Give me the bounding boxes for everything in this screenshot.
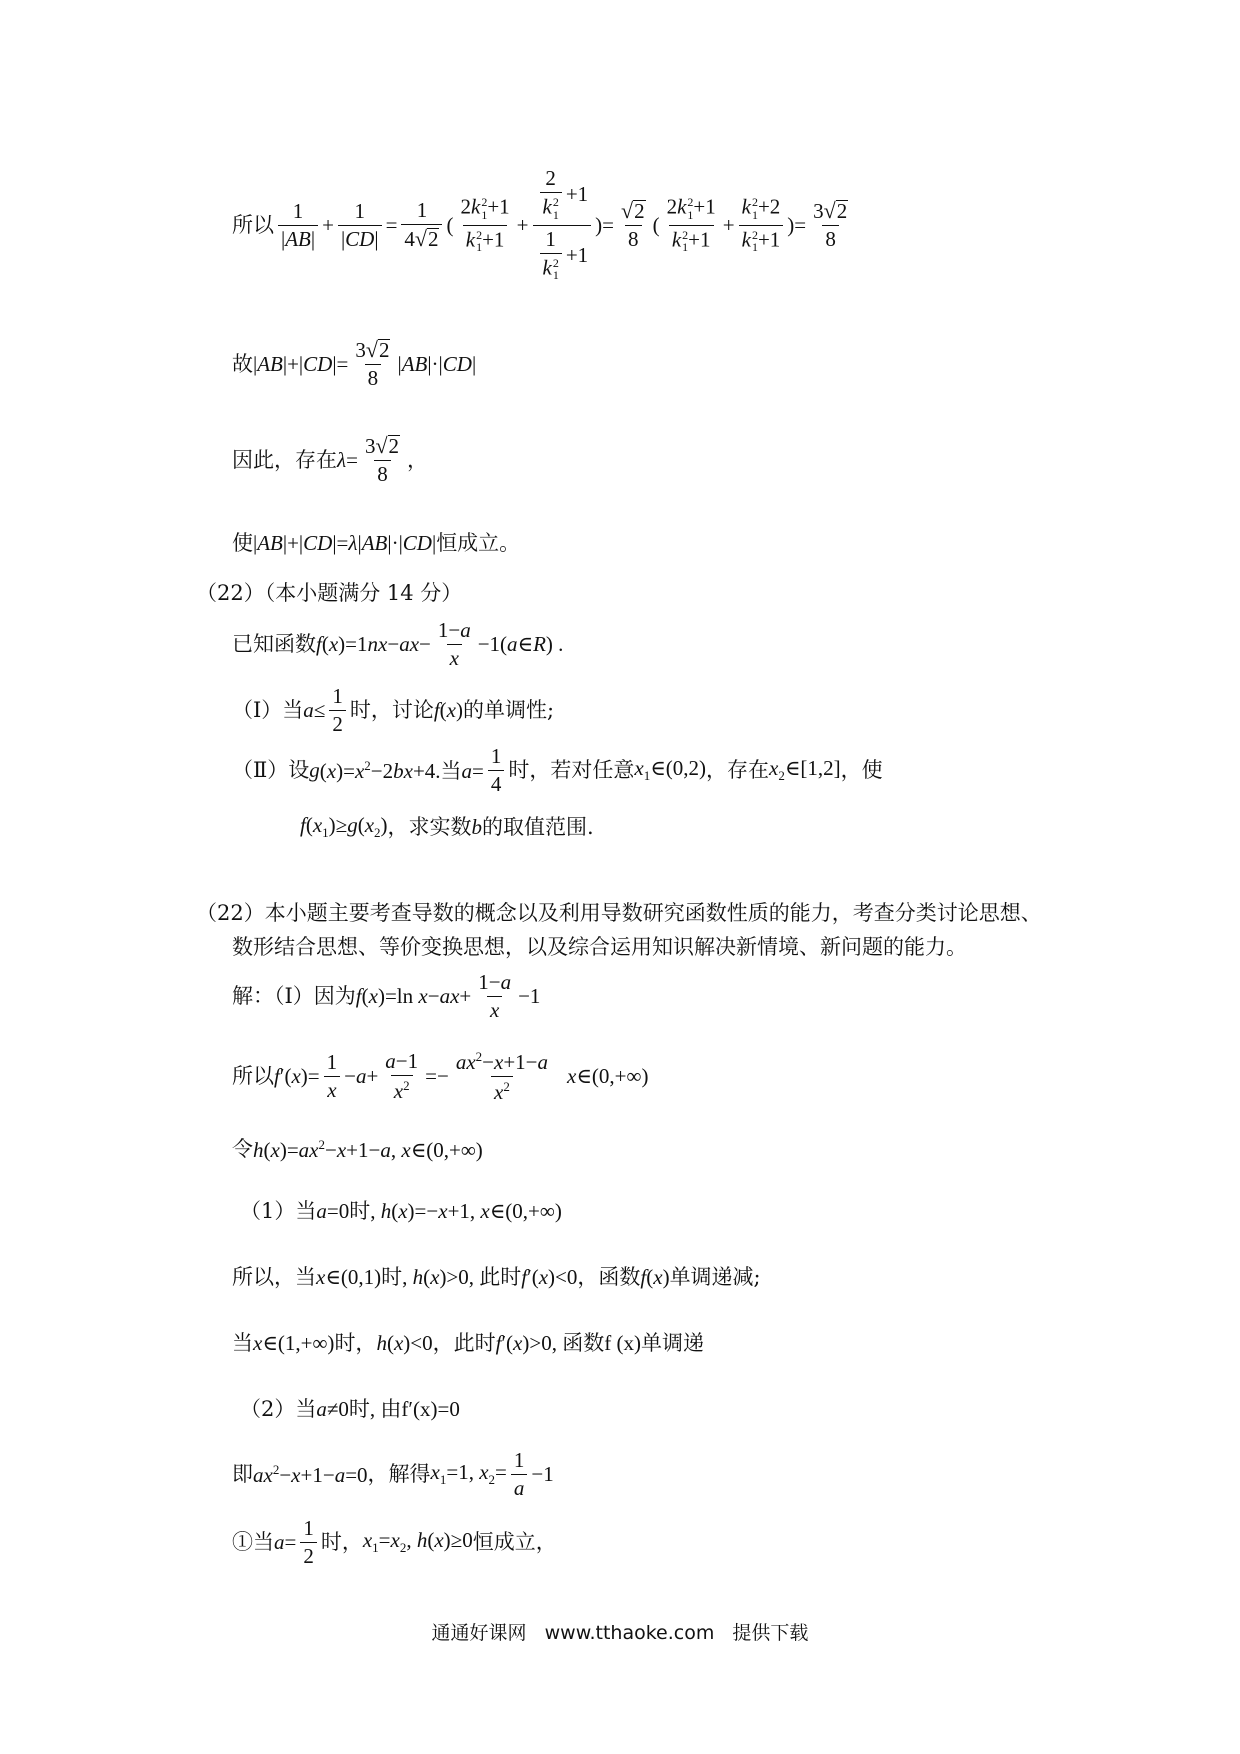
line-prefix: 因此，存在 [232, 447, 337, 472]
text: （1）当 [240, 1198, 317, 1223]
footer-url: www.tthaoke.com [544, 1622, 715, 1644]
solution-subcase-1: ①当 a= $\frac{1}{2}$ 时， $x_1=x_2$, h(x)≥0 恒成立， [232, 1515, 557, 1568]
text: 所以，当 [232, 1264, 316, 1289]
text: 时， [334, 1330, 377, 1355]
text: 的单调性; [463, 697, 555, 722]
fraction: 2k 2 1 +1 k 2 1 +1 [666, 194, 716, 255]
solution-derivative: 所以 f′(x)= $\frac{1}{x}$ −a+ $\frac{a-1}{x^2}$ =− $\frac{ax^2-x+1-a}{x^2}$ x∈(0,+∞) [232, 1048, 649, 1104]
solution-step-1: 解：（Ⅰ）因为 f(x)=ln x−ax+ $\frac{1-a}{x}$ −1 [232, 969, 541, 1022]
text: ，存在 [706, 757, 769, 782]
function-definition: 已知函数 f (x)=1nx−ax− $\frac{1-a}{x}$ −1(a∈R) . [232, 617, 564, 670]
text: 时， [320, 1529, 363, 1554]
fraction: 2k 2 1 +1 k 2 1 +1 [460, 194, 510, 255]
fraction: $\frac{a-1}{x^2}$ [385, 1048, 419, 1103]
equation-sum-reciprocals: 所以 $\frac{1}{|AB|}$ + $\frac{1}{|CD|}$ = 1 4 √ 2 ( 2k 2 1 +1 k 2 1 +1 + 2 k 2 1 +1 1 k 2 1 +1 )= √ 2 8 ( 2k 2 1 +1 k 2 1 +1 + k 2 1 +2 k 2 1 +1 )= 3 √ 2 8 [232, 150, 855, 300]
text: 时，若对任意 [508, 757, 635, 782]
text: 解：（Ⅰ）因为 [232, 983, 356, 1008]
text: ，解得 [367, 1461, 431, 1486]
fraction: $\frac{1}{4}$ [488, 746, 505, 795]
solution-case-1: （1）当 a=0时, h(x)=−x+1, x∈(0,+∞) [240, 1198, 562, 1223]
fraction: √ 2 8 [621, 198, 645, 251]
fraction: k 2 1 +2 k 2 1 +1 [739, 196, 784, 253]
fraction: 3 √ 2 8 [813, 198, 848, 251]
footer-site: 通通好课网 [431, 1622, 527, 1644]
page-footer [0, 1618, 1240, 1645]
line-prefix: 使 [232, 530, 253, 555]
text: （22）本小题主要考查导数的概念以及利用导数研究函数性质的能力，考查分类讨论思想、 [196, 900, 1042, 925]
fraction: $\frac{1-a}{x}$ [437, 617, 471, 670]
header-text: （22）（本小题满分 14 分） [196, 580, 463, 605]
fraction: $\frac{ax^2-x+1-a}{x^2}$ [455, 1048, 549, 1104]
solution-case-1-increasing: 当 x∈(1,+∞) 时， h(x)<0 ，此时 f′(x)>0, 函数f (x) 单调递 [232, 1330, 704, 1355]
line-suffix: ， [407, 447, 429, 472]
solution-intro-2 [232, 932, 967, 962]
solution-roots: 即 $ax^2-x+1-a=0$ ，解得 $x_1=1$, $x_2=$ $\frac{1}{a}$ −1 [232, 1447, 554, 1500]
text: 令 [232, 1136, 253, 1161]
text: 即 [232, 1461, 253, 1486]
fraction: $\frac{1}{2}$ [329, 686, 346, 735]
solution-case-2: （2）当 a≠0时, 由f′(x)=0 [240, 1396, 460, 1421]
compound-fraction: 2 k 2 1 +1 1 k 2 1 +1 [533, 168, 592, 281]
part-two-cont: $f(x_1)\ge g(x_2)$ ，求实数 b 的取值范围. [300, 812, 594, 841]
text: 的取值范围. [482, 814, 594, 839]
text: 单调递 [640, 1330, 704, 1355]
fraction: $\frac{1}{a}$ [511, 1450, 528, 1499]
text: ，函数 [577, 1264, 641, 1289]
text: 所以 [232, 1063, 274, 1088]
text: ，此时 [432, 1330, 496, 1355]
text: 当 [232, 1330, 253, 1355]
solution-intro-1 [196, 898, 1042, 928]
line-suffix: 恒成立。 [436, 530, 521, 555]
fraction: $\frac{1}{|AB|}$ [278, 201, 318, 250]
solution-let-h: 令 $h(x)=ax^2-x+1-a$, x∈(0,+∞) [232, 1136, 483, 1162]
fraction: $\frac{1-a}{x}$ [478, 969, 512, 1022]
text: 恒成立， [472, 1529, 557, 1554]
footer-note: 提供下载 [732, 1622, 809, 1644]
line-prefix: 所以 [232, 212, 274, 237]
part-one: （Ⅰ）当 a ≤ $\frac{1}{2}$ 时，讨论 f (x) 的单调性; [232, 683, 555, 736]
line-prefix: 已知函数 [232, 631, 316, 656]
equation-ab-cd: 故 |AB|+|CD|= 3 √ 2 8 |AB|·|CD| [232, 337, 477, 390]
text: 数形结合思想、等价变换思想，以及综合运用知识解决新情境、新问题的能力。 [232, 934, 967, 959]
fraction: 1 4 √ 2 [401, 200, 442, 250]
solution-case-1-decreasing: 所以，当 x∈(0,1)时, h(x)>0, 此时f′(x)<0 ，函数 f(x) 单调递减; [232, 1264, 761, 1289]
fraction: 3 √ 2 8 [355, 337, 390, 390]
equation-lambda: 因此，存在 λ = 3 √ 2 8 ， [232, 433, 429, 486]
part-label: （Ⅱ）设 [232, 757, 310, 782]
conclusion-line: 使 |AB|+|CD|=λ|AB|·|CD| 恒成立。 [232, 530, 521, 555]
text: ，使 [840, 757, 883, 782]
text: ①当 [232, 1529, 274, 1554]
fraction: $\frac{1}{2}$ [300, 1518, 317, 1567]
text: ，求实数 [387, 814, 472, 839]
part-label: （Ⅰ）当 [232, 697, 304, 722]
fraction: $\frac{1}{|CD|}$ [338, 201, 382, 250]
text: 时，讨论 [349, 697, 434, 722]
line-prefix: 故 [232, 351, 253, 376]
text: 单调递减; [669, 1264, 761, 1289]
fraction: 3 √ 2 8 [364, 433, 400, 486]
question-header [196, 578, 462, 608]
fraction: $\frac{1}{x}$ [324, 1052, 341, 1101]
text: （2）当 [240, 1396, 317, 1421]
part-two: （Ⅱ）设 g $(x)=x^2-2bx+4$.当a= $\frac{1}{4}$ 时，若对任意 $x_1\in(0,2)$ ，存在 $x_2\in[1,2]$ ，使 [232, 743, 883, 796]
